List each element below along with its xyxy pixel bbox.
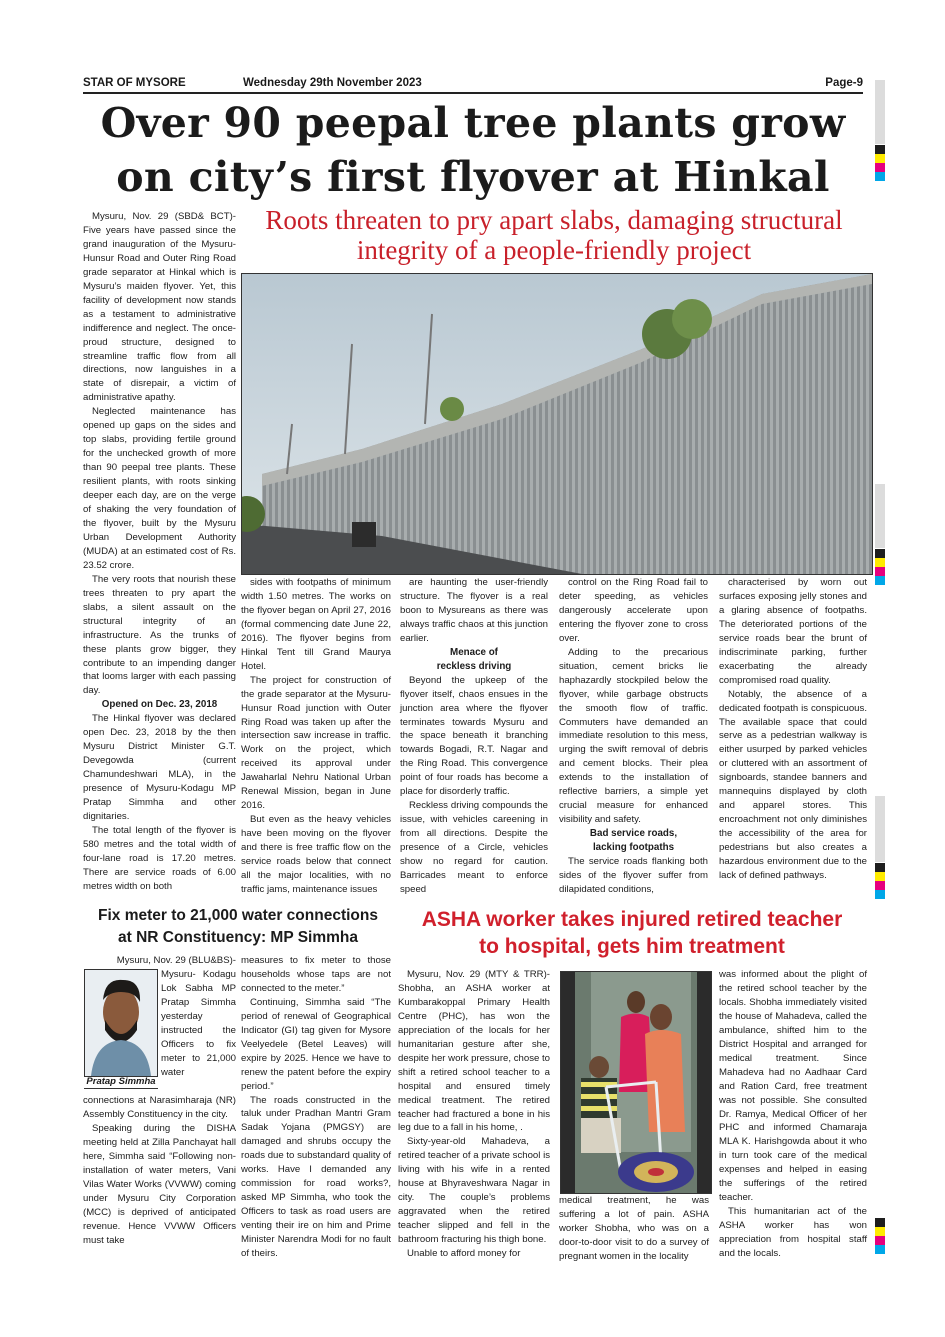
page-number: Page-9 [825,77,863,89]
headline-line-1: ASHA worker takes injured retired teacher [421,908,843,931]
headline-line-2: at NR Constituency: MP Simmha [117,929,358,946]
water-wrap-text [161,968,236,1080]
paragraph: Neglected maintenance has opened up gaps on the sides and top slabs, providing fertile ground for the unchecked growth of more than 90 peepal tree plants. These resilient plants, with roots sinking deeper each day, are on the verge of shaking the very foundation of the flyover, built by the Mysuru Urban Development Authority (MUDA) at an estimated cost of Rs. 23.52 crore. [83,406,236,571]
section-subhead: lacking footpaths [592,842,675,854]
paragraph: The roads constructed in the taluk under Pradhan Mantri Gram Sadak Yojana (PMGSY) are damaged and shrubs occupy the roads due to substandard quality of works. Have I demanded any commission for road works?, asked MP Simmha, who took the Officers to task as road users are venting their ire on him and Prime Minister Narendra Modi for no fault of theirs. [241,1094,391,1260]
registration-bar [875,796,885,862]
paragraph: Mysuru, Nov. 29 (SBD& BCT)- Five years have passed since the grand inauguration of the Mysuru-Hunsur Road and Outer Ring Road grade separator at Hinkal which is Mysuru’s maiden flyover. Yet, this facility of development now stands as a testament to administrative indifference and neglect. The once-proud structure, designed to streamline traffic flow from all directions, now languishes in a state of disrepair, a victim of administrative apathy. [83,211,236,404]
lead-column-4 [559,576,708,897]
asha-worker-photo [560,971,712,1194]
paper-name: STAR OF MYSORE [83,77,186,89]
paragraph: The project for construction of the grade separator at the Mysuru-Hunsur Road junction with Outer Ring Road was taken up after the intersection saw increase in traffic. Work on the project, which received its approval under Jawaharlal Nehru National Urban Renewal Mission, began in June 2016. [241,674,391,812]
asha-column-2 [559,1194,709,1264]
water-story-headline [83,905,393,949]
paragraph: Adding to the precarious situation, cement bricks lie haphazardly stockpiled below the flyover, while garbage obstructs the smooth flow of traffic. Commuters have demanded an immediate resolution to this mess, urging the swift removal of debris and cement blocks. Their plea extends to the installation of reflective barriers, a simple yet crucial measure for enhanced visibility and safety. [559,646,708,826]
headline-line-2: on city’s first flyover at Hinkal [116,153,830,201]
water-column-2 [241,954,391,1261]
paragraph: was informed about the plight of the retired school teacher by the locals. Shobha immediately visited the house of Mahadeva, called the ambulance, shifted him to the District Hospital and arranged for medical treatment. Since Mahadeva had no Aadhaar Card and Ration Card, free treatment was not possible. She consulted Dr. Ramya, Medical Officer of her PHC and informed Chamaraja MLA K. Harishgowda about it who in turn took care of the medical expenses and helped in easing the sufferings of the retired teacher. [719,969,867,1204]
registration-swatch-black [875,145,885,154]
water-dateline [83,954,236,968]
paragraph: Reckless driving compounds the issue, with vehicles careening in from all directions. Despite the presence of a Circle, vehicles show no regard for caution. Barricades meant to enforce speed [400,800,548,895]
paragraph: medical treatment, he was suffering a lot of pain. ASHA worker Shobha, who was on a door-to-door visit to do a survey of pregnant women in the locality [559,1195,709,1262]
registration-bar [875,80,885,144]
paragraph: Beyond the upkeep of the flyover itself, chaos ensues in the junction area where the flyover terminates towards Mysuru and the space beneath it branching towards Bogadi, R.T. Nagar and the Ring Road. This convergence point of four roads has become a place for disorderly traffic. [400,674,548,798]
paragraph: The total length of the flyover is 580 metres and the total width of four-lane road is 17.20 metres. There are service roads of 6.00 metres width on both [83,824,236,892]
lead-column-2 [241,576,391,897]
paragraph: But even as the heavy vehicles have been moving on the flyover and there is free traffic flow on the service roads below that connect all the major localities, with no traffic jams, maintenance issues [241,814,391,895]
registration-swatch-cyan [875,576,885,585]
registration-swatch-cyan [875,172,885,181]
registration-swatch-yellow [875,154,885,163]
lead-column-5 [719,576,867,883]
paragraph: Continuing, Simmha said “The period of renewal of Geographical Indicator (GI) tag given for Mysore Veelyedele (Betel Leaves) will expire by 2025. Hence we have to renew the patent before the expiry period.” [241,996,391,1092]
paragraph: sides with footpaths of minimum width 1.50 metres. The works on the flyover began on April 27, 2016 (formal commencing date June 22, 2016). The flyover begins from Hinkal Tent till Grand Maurya Hotel. [241,577,391,672]
registration-swatch-black [875,549,885,558]
headline-line-1: Over 90 peepal tree plants grow [100,99,846,147]
dateline: Mysuru, Nov. 29 (BLU&BS)- [116,955,236,966]
section-subhead: Menace of [450,646,498,658]
registration-swatch-black [875,1218,885,1227]
paragraph: This humanitarian act of the ASHA worker has won appreciation from hospital staff and the locals. [719,1206,867,1260]
registration-swatch-cyan [875,890,885,899]
headline-line-1: Fix meter to 21,000 water connections [98,907,378,924]
lead-column-1 [83,210,236,894]
lead-column-3 [400,576,548,897]
paragraph: The service roads flanking both sides of the flyover suffer from dilapidated conditions, [559,856,708,895]
registration-swatch-black [875,863,885,872]
registration-swatch-magenta [875,1236,885,1245]
masthead [83,76,863,94]
issue-date: Wednesday 29th November 2023 [243,77,422,89]
lead-subheadline [240,205,868,265]
section-subhead: Opened on Dec. 23, 2018 [101,699,218,711]
registration-swatch-yellow [875,558,885,567]
paragraph: characterised by worn out surfaces exposing jelly stones and a glaring absence of footpaths. The deteriorated portions of the service roads bear the brunt of indiscriminate parking, further exacerbating the already compromised road quality. [719,577,867,686]
asha-column-1 [398,968,550,1261]
paragraph: Unable to afford money for [407,1248,521,1260]
registration-bar [875,484,885,548]
asha-column-3 [719,968,867,1261]
paragraph: connections at Narasimharaja (NR) Assembly Constituency in the city. [83,1095,236,1120]
paragraph: Sixty-year-old Mahadeva, a retired teacher of a private school is living with his wife in a rented house at Bhyraveshwara Nagar in city. The couple’s problems aggravated when the retired teacher slipped and fell in the bathroom fracturing his thigh bone. [398,1136,550,1246]
flyover-photo [241,273,873,575]
registration-swatch-cyan [875,1245,885,1254]
paragraph: Speaking during the DISHA meeting held at Zilla Panchayat hall here, Simmha said “Following non-installation of water meters, Vani Vilas Water Works (VVWW) coming under Mysuru City Corporation (MCC) is deprived of anticipated revenue. Hence VVWW Officers must take [83,1122,236,1246]
registration-swatch-magenta [875,163,885,172]
asha-image-icon [561,972,711,1193]
subhead-line-2: integrity of a people-friendly project [356,235,752,265]
paragraph: control on the Ring Road fail to deter speeding, as vehicles dangerously accelerate upon entering the flyover zone to cross over. [559,577,708,644]
paragraph: The very roots that nourish these trees threaten to pry apart the slabs, a silent assault on the structural integrity of an infrastructure. As the trunks of these plants grow bigger, they contribute to an impending danger that looms larger with each passing day. [83,573,236,697]
headline-line-2: to hospital, gets him treatment [479,935,785,958]
registration-swatch-yellow [875,1227,885,1236]
paragraph: Mysuru, Nov. 29 (MTY & TRR)- Shobha, an ASHA worker at Kumbarakoppal Primary Health Centre (PHC), has won the appreciation of the locals for her humanitarian gesture after she, despite her work pressure, chose to shift a retired school teacher to a hospital and ensured timely medical treatment. The retired teacher had fractured a bone in his leg due to a fall in his home, . [398,969,550,1134]
lead-headline [83,96,863,204]
registration-swatch-magenta [875,567,885,576]
paragraph: are haunting the user-friendly structure. The flyover is a real boon to Mysureans as there was always traffic chaos at this junction earlier. [400,577,548,644]
paragraph: measures to fix meter to those households whose taps are not connected to the meter.” [241,955,391,994]
paragraph: The Hinkal flyover was declared open Dec. 23, 2018 by the then Mysuru District Minister G.T. Devegowda (current Chamundeshwari MLA), in the presence of Mysuru-Kodagu MP Pratap Simmha and other dignitaries. [83,713,236,822]
paragraph: Mysuru- Kodagu Lok Sabha MP Pratap Simmha yesterday instructed the Officers to fix meter to 21,000 water [161,969,236,1078]
asha-story-headline [397,906,867,960]
registration-swatch-magenta [875,881,885,890]
section-subhead: Bad service roads, [589,828,678,840]
portrait-icon [85,970,157,1076]
subhead-line-1: Roots threaten to pry apart slabs, damaging structural [265,205,843,235]
registration-swatch-yellow [875,872,885,881]
water-column-1 [83,1094,236,1247]
paragraph: Notably, the absence of a dedicated footpath is conspicuous. The available space that could serve as a pedestrian walkway is either usurped by parked vehicles or cluttered with an assortment of signboards, standee banners and mannequins displayed by cloth and apparel stores. This encroachment not only diminishes the accessibility of the area for pedestrians but also creates a hazardous environment due to the lack of defined pathways. [719,688,867,882]
pratap-simmha-photo [84,969,158,1077]
section-subhead: reckless driving [436,660,512,672]
photo-caption: Pratap Simmha [84,1076,158,1089]
flyover-image-icon [242,274,872,574]
